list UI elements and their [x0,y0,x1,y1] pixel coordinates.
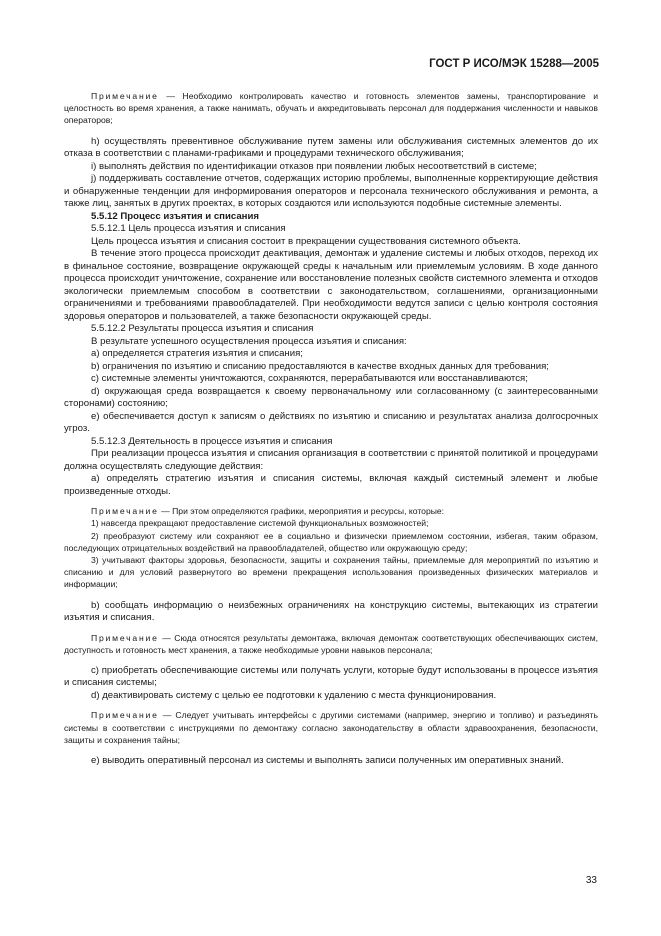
note-1: Примечание — Необходимо контролировать качество и готовность элементов замены, транспортирование и целостность во время хранения, а также нанимать, обучать и аккредитовывать персонал для поддержания численности и навыков операторов; [64,91,598,126]
result-b: b) ограничения по изъятию и списанию предоставляются в качестве входных данных для требования; [91,360,549,372]
note-label: Примечание [91,91,159,101]
result-c: с) системные элементы уничтожаются, сохраняются, перерабатываются или восстанавливаются; [91,373,528,385]
activity-b: b) сообщать информацию о неизбежных ограничениях на конструкцию системы, вытекающих из стратегии изъятия и списания. [64,599,598,624]
note-2-item-2: 2) преобразуют систему или сохраняют ее в социально и физически приемлемом состоянии, избегая, таким образом, последующих отрицательных воздействий на правообладателей, общество или окружающую среду; [64,530,598,553]
goal-paragraph: Цель процесса изъятия и списания состоит в прекращении существования системного объекта. [91,235,521,247]
result-e: е) обеспечивается доступ к записям о действиях по изъятию и списанию и результатах анализа долгосрочных угроз. [64,410,598,435]
page-body [64,90,598,768]
note-4: Примечание — Следует учитывать интерфейсы с другими системами (например, энергию и топливо) и разъединять системы в соответствии с инструкциями по демонтажу согласно законодательству в области здравоохранения, безопасности, защиты и сохранения тайны; [64,710,598,745]
section-5-5-12-heading: 5.5.12 Процесс изъятия и списания [91,210,259,222]
activity-e: е) выводить оперативный персонал из системы и выполнять записи полученных им оперативных знаний. [91,755,564,767]
note-2-item-1: 1) навсегда прекращают предоставление системой функциональных возможностей; [91,518,429,529]
subsection-5-5-12-1: 5.5.12.1 Цель процесса изъятия и списания [91,223,286,235]
process-description: В течение этого процесса происходит деактивация, демонтаж и удаление системы и любых отходов, переход их в финальное состояние, возвращение окружающей среды к начальным или приемлемым условиям. В ходе данного процесса происходит уничтожение, сохранение или восстановление полезных свойств системного элемента и отходов экологически приемлемым способом в соответствии с законодательством, соглашениями, организационными ограничениями и требованиями правообладателей. При необходимости ведутся записи с целью контроля состояния здоровья операторов и пользователей, а также безопасности окружающей среды. [64,248,598,322]
note-3: Примечание — Сюда относятся результаты демонтажа, включая демонтаж соответствующих обеспечивающих систем, доступность и готовность мест хранения, а также необходимые уровни навыков персонала; [64,632,598,655]
activity-d: d) деактивировать систему с целью ее подготовки к удалению с места функционирования. [91,689,497,701]
note-label: Примечание [91,632,159,643]
activity-c: с) приобретать обеспечивающие системы или получать услуги, которые будут использованы в процессе изъятия и списания системы; [64,664,598,689]
note-2-item-3: 3) учитывают факторы здоровья, безопасности, защиты и сохранения тайны, приемлемые для мероприятий по изъятию и списанию и для условий развернутого во времени прекращения использования произведенных физических материалов и информации; [64,554,598,590]
note-label: Примечание [91,710,159,721]
result-d: d) окружающая среда возвращается к своему первоначальному или согласованному (с заинтересованными сторонами) состоянию; [64,385,598,410]
note-2: Примечание — При этом определяются графики, мероприятия и ресурсы, которые: [91,506,445,517]
activities-intro: При реализации процесса изъятия и списания организация в соответствии с принятой политикой и процедурами должна осуществлять следующие действия: [64,448,598,472]
result-a: а) определяется стратегия изъятия и списания; [91,348,303,360]
activity-a: а) определять стратегию изъятия и списания системы, включая каждый системный элемент и любые произведенные отходы. [64,473,598,497]
results-intro: В результате успешного осуществления процесса изъятия и списания: [91,335,407,347]
subsection-5-5-12-3: 5.5.12.3 Деятельность в процессе изъятия и списания [91,435,333,447]
item-j: j) поддерживать составление отчетов, содержащих историю проблемы, выполненные корректирующие действия и обнаруженные тенденции для информирования операторов и персонала технического обслуживания и ремонта, а также лиц, занятых в других проектах, в которых создаются или используются подобные системные элементы. [64,173,598,210]
item-h: h) осуществлять превентивное обслуживание путем замены или обслуживания системных элементов до их отказа в соответствии с планами-графиками и процедурами технического обслуживания; [64,135,598,160]
subsection-5-5-12-2: 5.5.12.2 Результаты процесса изъятия и списания [91,323,314,335]
document-header: ГОСТ Р ИСО/МЭК 15288—2005 [429,58,599,70]
item-i: i) выполнять действия по идентификации отказов при появлении любых несоответствий в системе; [91,160,537,172]
page-number: 33 [585,875,597,886]
note-label: Примечание [91,506,159,517]
